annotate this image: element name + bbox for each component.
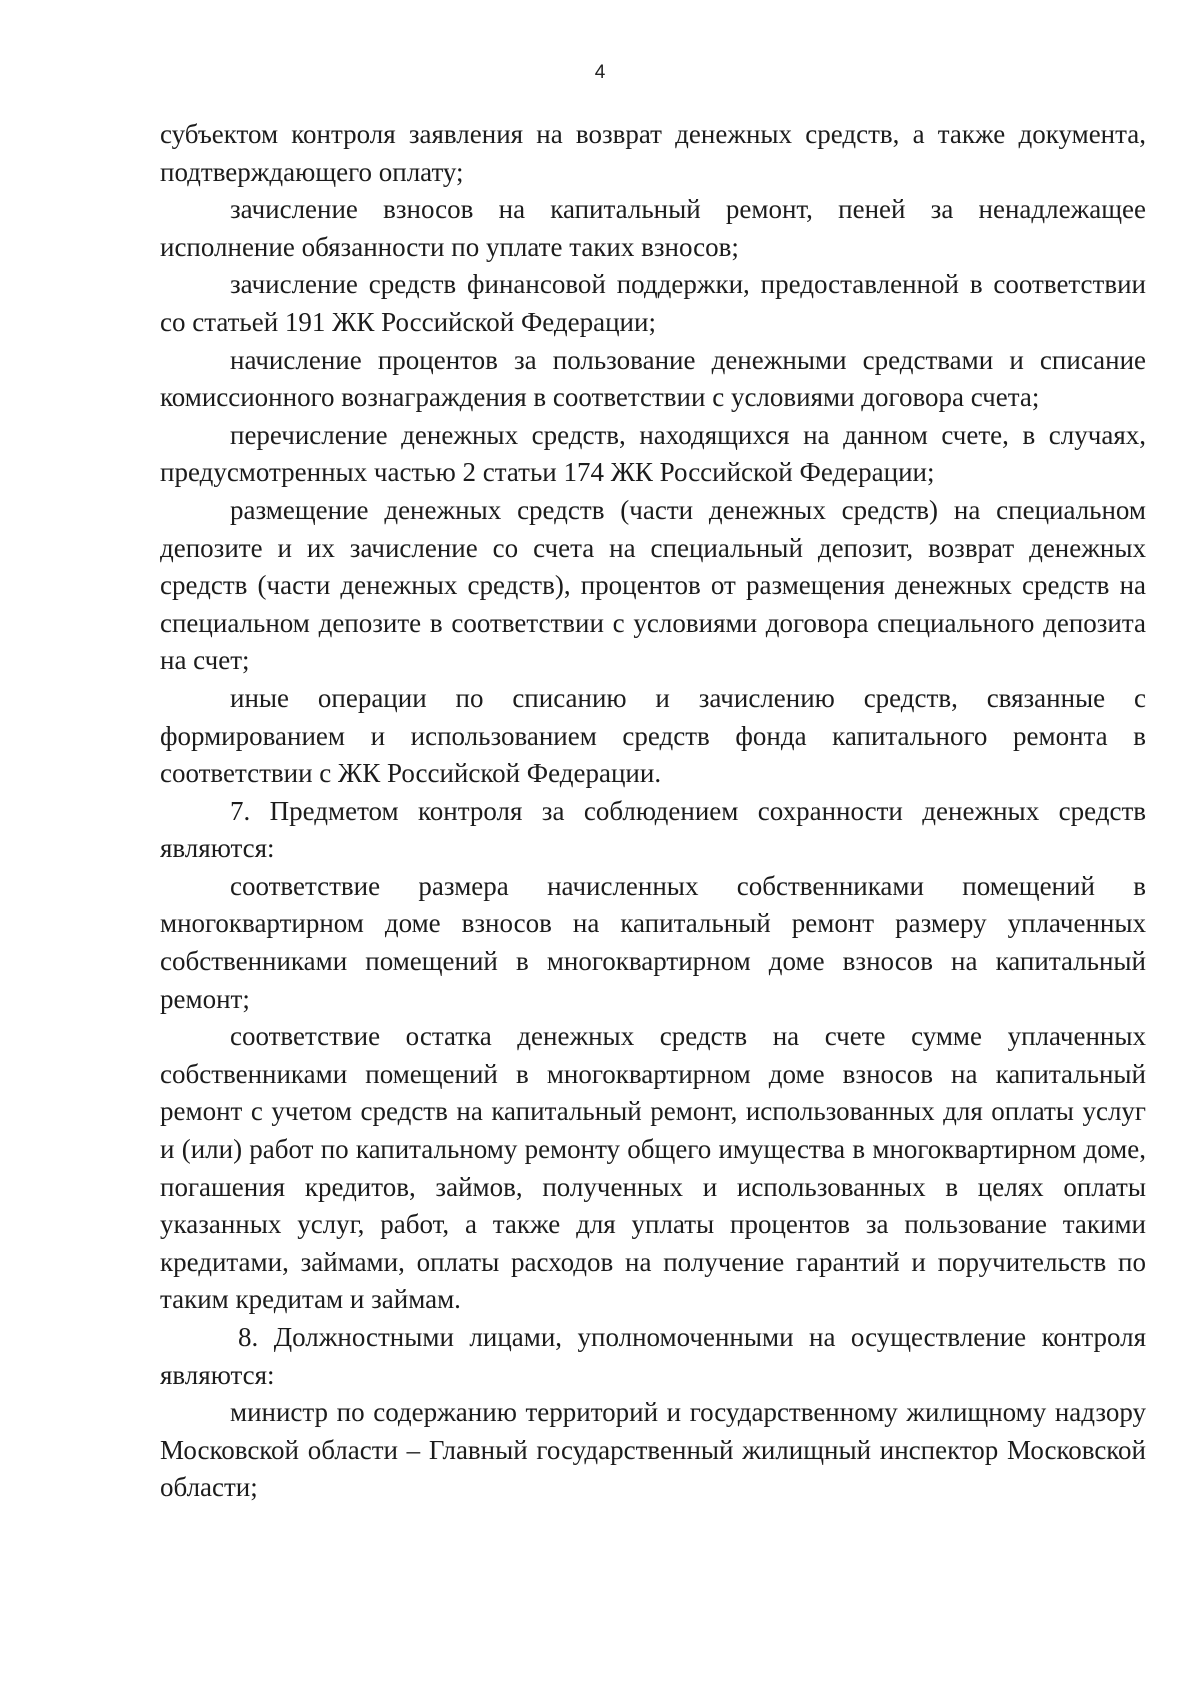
paragraph-interest: начисление процентов за пользование денежными средствами и списание комиссионного вознаграждения в соответствии с условиями договора счета; xyxy=(160,344,1146,413)
document-body xyxy=(160,116,1146,1507)
paragraph-transfer: перечисление денежных средств, находящихся на данном счете, в случаях, предусмотренных частью 2 статьи 174 ЖК Российской Федерации; xyxy=(160,419,1146,488)
paragraph-contributions: зачисление взносов на капитальный ремонт, пеней за ненадлежащее исполнение обязанности по уплате таких взносов; xyxy=(160,194,1146,262)
paragraph-other-operations: иные операции по списанию и зачислению средств, связанные с формированием и использованием средств фонда капитального ремонта в соответствии с ЖК Российской Федерации. xyxy=(160,682,1146,789)
paragraph-accrued-match: соответствие размера начисленных собственниками помещений в многоквартирном доме взносов на капитальный ремонт размеру уплаченных собственниками помещений в многоквартирном доме взносов на капитальный ремонт; xyxy=(160,870,1146,1014)
paragraph-deposit: размещение денежных средств (части денежных средств) на специальном депозите и их зачисление со счета на специальный депозит, возврат денежных средств (части денежных средств), процентов от размещения денежных средств на специальном депозите в соответствии с условиями договора специального депозита на счет; xyxy=(160,494,1146,676)
paragraph-continuation: субъектом контроля заявления на возврат денежных средств, а также документа, подтверждающего оплату; xyxy=(160,119,1146,187)
page-number: 4 xyxy=(594,62,606,83)
paragraph-minister: министр по содержанию территорий и государственному жилищному надзору Московской области – Главный государственный жилищный инспектор Московской области; xyxy=(160,1397,1146,1503)
paragraph-balance-match: соответствие остатка денежных средств на счете сумме уплаченных собственниками помещений в многоквартирном доме взносов на капитальный ремонт с учетом средств на капитальный ремонт, использованных для оплаты услуг и (или) работ по капитальному ремонту общего имущества в многоквартирном доме, погашения кредитов, займов, полученных и использованных в целях оплаты указанных услуг, работ, а также для уплаты процентов за пользование такими кредитами, займами, оплаты расходов на получение гарантий и поручительств по таким кредитам и займам. xyxy=(160,1021,1146,1315)
paragraph-financial-support: зачисление средств финансовой поддержки, предоставленной в соответствии со статьей 191 ЖК Российской Федерации; xyxy=(160,269,1146,337)
paragraph-section-8: 8. Должностными лицами, уполномоченными на осуществление контроля являются: xyxy=(160,1322,1146,1390)
paragraph-section-7: 7. Предметом контроля за соблюдением сохранности денежных средств являются: xyxy=(160,795,1146,864)
